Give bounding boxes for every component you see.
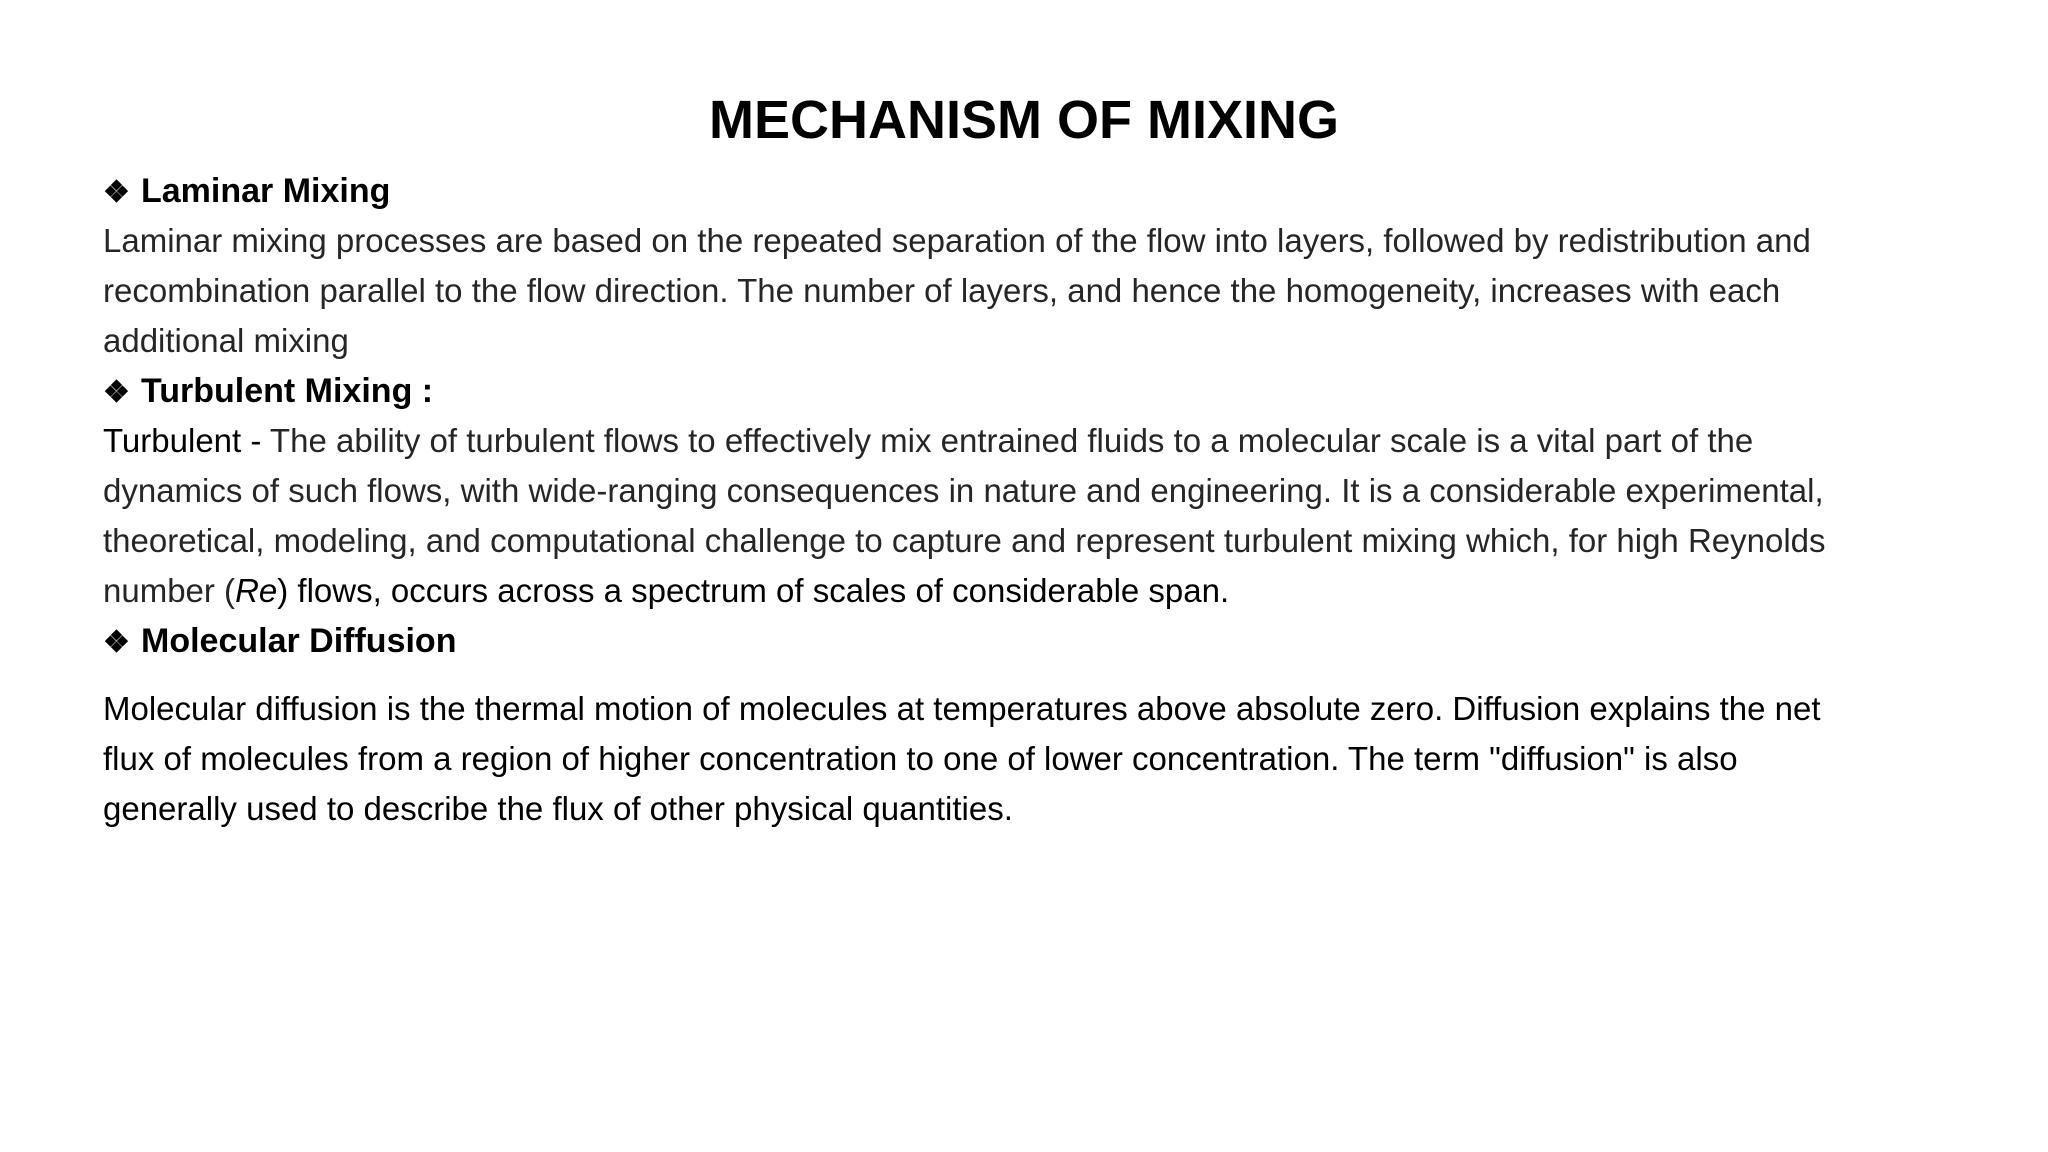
diamond-bullet-icon: ❖	[103, 176, 130, 209]
laminar-line: Laminar mixing processes are based on the repeated separation of the flow into layers, followed by redistribution and	[103, 222, 1811, 259]
turbulent-line4-end: ) flows, occurs across a spectrum of scales of considerable span.	[277, 572, 1230, 609]
laminar-line: recombination parallel to the flow direction. The number of layers, and hence the homogeneity, increases with each	[103, 272, 1781, 309]
turbulent-line1-rest: The ability of turbulent flows to effectively mix entrained fluids to a molecular scale is a vital part of the	[261, 422, 1754, 459]
molecular-line: Molecular diffusion is the thermal motion of molecules at temperatures above absolute zero. Diffusion explains the net	[103, 690, 1821, 727]
turbulent-heading	[103, 366, 2008, 416]
turbulent-line	[103, 566, 2008, 616]
laminar-heading	[103, 166, 2008, 216]
laminar-heading-label: Laminar Mixing	[141, 172, 391, 210]
turbulent-line: dynamics of such flows, with wide-ranging consequences in nature and engineering. It is a considerable experimental,	[103, 472, 1824, 509]
turbulent-paragraph	[103, 416, 2008, 616]
turbulent-line	[103, 416, 2008, 466]
turbulent-heading-label: Turbulent Mixing :	[141, 372, 434, 410]
molecular-paragraph	[103, 684, 2008, 834]
turbulent-line4-start: number (	[103, 572, 236, 609]
laminar-line: additional mixing	[103, 322, 349, 359]
turbulent-line: theoretical, modeling, and computational challenge to capture and represent turbulent mixing which, for high Reynolds	[103, 522, 1826, 559]
reynolds-symbol: Re	[235, 572, 278, 609]
molecular-heading	[103, 616, 2008, 666]
slide-title: MECHANISM OF MIXING	[709, 90, 1339, 150]
slide-content	[103, 166, 2008, 834]
diamond-bullet-icon: ❖	[103, 376, 130, 409]
turbulent-lead: Turbulent -	[103, 422, 262, 459]
molecular-line: flux of molecules from a region of higher concentration to one of lower concentration. The term "diffusion" is also	[103, 740, 1738, 777]
laminar-paragraph	[103, 216, 2008, 366]
molecular-heading-label: Molecular Diffusion	[141, 622, 457, 660]
diamond-bullet-icon: ❖	[103, 626, 130, 659]
molecular-line: generally used to describe the flux of other physical quantities.	[103, 790, 1013, 827]
